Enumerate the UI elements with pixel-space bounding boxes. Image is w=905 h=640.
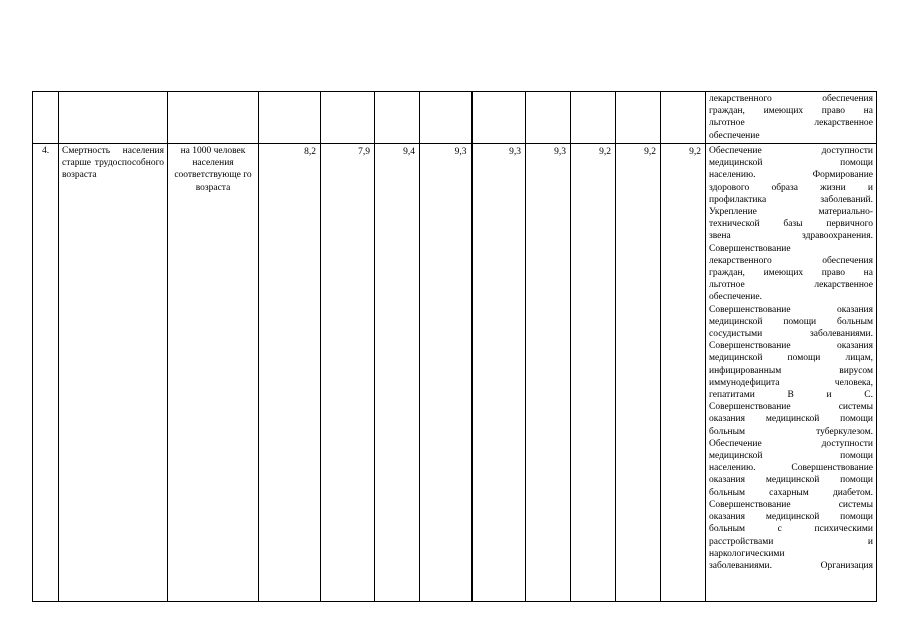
measure-line: Обеспечение доступности [709,146,873,156]
measure-line: Совершенствование [709,243,791,254]
measure-line: оказания медицинской помощи [709,414,873,425]
measure-line: льготное лекарственное [709,280,873,291]
measure-line: медицинской помощи лицам, [709,353,873,364]
cell-value [661,92,706,144]
measure-line: обеспечение [709,130,760,141]
measure-line: технической базы первичного [709,219,873,230]
cell-unit: на 1000 человек населения соответствующе го возраста [168,144,259,602]
cell-value: 9,4 [375,144,420,602]
cell-value: 9,2 [571,144,616,602]
measure-line: инфицированным вирусом [709,365,873,376]
cell-value: 9,2 [616,144,661,602]
measure-line: сосудистыми заболеваниями. [709,329,873,340]
measure-line: расстройствами и [709,536,873,547]
measure-line: медицинской помощи больным [709,316,873,327]
measure-line: населению. Формирование [709,170,873,181]
measure-line: Совершенствование системы [709,402,873,413]
table-row-continuation [33,92,877,144]
measure-line: больным с психическими [709,524,873,535]
cell-value [259,92,321,144]
cell-value [616,92,661,144]
measure-line: наркологическими [709,548,785,559]
measure-line: Укрепление материально- [709,207,873,218]
measure-line: здорового образа жизни и [709,182,873,193]
cell-indicator [59,92,168,144]
cell-value [526,92,571,144]
cell-value: 9,2 [661,144,706,602]
measure-line: гепатитами В и С. [709,390,873,401]
measure-line: медицинской помощи [709,451,873,462]
measure-line: оказания медицинской помощи [709,475,873,486]
cell-value [472,92,526,144]
cell-value: 9,3 [472,144,526,602]
cell-unit [168,92,259,144]
measure-line: лекарственного обеспечения [709,255,873,266]
cell-value: 9,3 [526,144,571,602]
cell-measures [706,144,877,602]
measure-line: населению. Совершенствование [709,463,873,474]
table-row-4 [33,144,877,602]
cell-measures-continued [706,92,877,144]
measure-line: Совершенствование системы [709,499,873,510]
measure-line: Обеспечение доступности [709,438,873,449]
cell-value: 9,3 [420,144,472,602]
cell-value: 8,2 [259,144,321,602]
measure-line: льготное лекарственное [709,118,873,129]
measure-line: лекарственного обеспечения [709,94,873,104]
measure-line: больным сахарным диабетом. [709,487,873,498]
measure-line: медицинской помощи [709,158,873,169]
measure-line: иммунодефицита человека, [709,377,873,388]
measure-line: Совершенствование оказания [709,341,873,352]
cell-number [33,92,59,144]
cell-value [420,92,472,144]
indicators-table [32,91,877,602]
measure-line: обеспечение. [709,292,762,303]
measure-line: заболеваниями. Организация [709,560,873,571]
cell-value [571,92,616,144]
measure-line: граждан, имеющих право на [709,106,873,117]
measure-line: граждан, имеющих право на [709,268,873,279]
measure-line: оказания медицинской помощи [709,512,873,523]
measure-line: Совершенствование оказания [709,304,873,315]
measure-line: звена здравоохранения. [709,231,873,242]
cell-number: 4. [33,144,59,602]
cell-value: 7,9 [321,144,375,602]
measure-line: профилактика заболеваний. [709,194,873,205]
cell-value [375,92,420,144]
cell-value [321,92,375,144]
measure-line: больным туберкулезом. [709,426,873,437]
cell-indicator: Смертность населения старше трудоспособного возраста [59,144,168,602]
